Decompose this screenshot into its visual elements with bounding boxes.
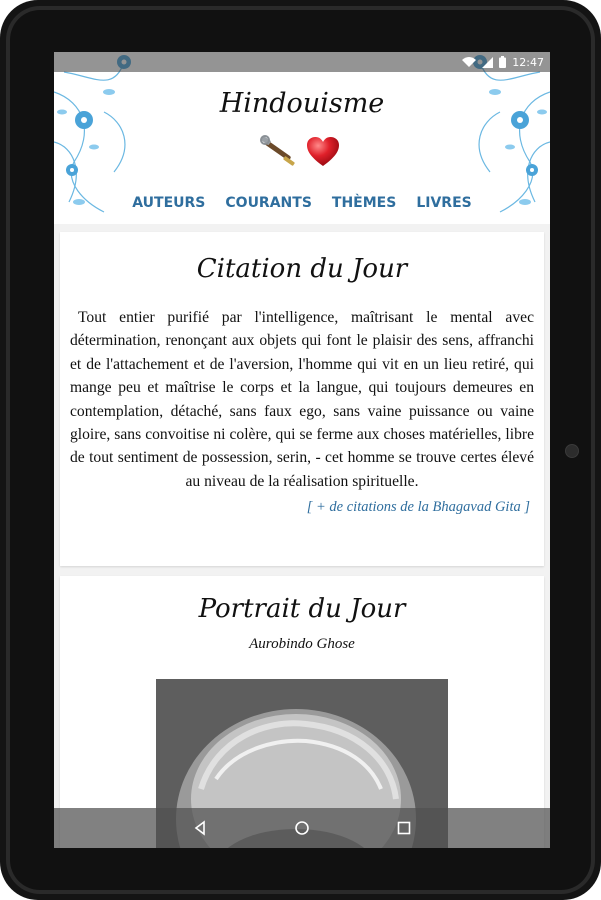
system-nav-bar — [54, 808, 550, 848]
more-citations-link[interactable]: [ + de citations de la Bhagavad Gita ] — [306, 499, 530, 516]
home-icon[interactable] — [294, 820, 310, 836]
citation-title: Citation du Jour — [196, 254, 408, 284]
favorites-heart-icon[interactable] — [306, 136, 340, 168]
app-header — [54, 52, 550, 224]
battery-icon — [499, 56, 506, 68]
status-bar — [54, 52, 550, 72]
portrait-name[interactable]: Aurobindo Ghose — [249, 636, 355, 652]
app-title: Hindouisme — [219, 88, 385, 119]
screen — [54, 52, 550, 848]
wifi-icon — [462, 57, 476, 68]
nav-courants[interactable]: COURANTS — [225, 195, 312, 211]
signal-icon — [482, 57, 493, 68]
citation-card — [60, 232, 544, 566]
category-nav — [54, 195, 550, 211]
nav-auteurs[interactable]: AUTEURS — [132, 195, 206, 211]
settings-tools-icon[interactable] — [259, 134, 297, 168]
citation-text: Tout entier purifié par l'intelligence, maîtrisant le mental avec détermination, renonçant aux objets qui font le plaisir des sens, affranchi et de l'attachement et de l'aversion, l'homme qui vit en un lieu retiré, qui mange peu et maîtrise le corps et la langue, qui toujours demeures en contemplation, détaché, sans faux ego, sans vaine puissance ou vaine gloire, sans convoitise ni colère, qui se ferme aux choses matérielles, libre de tout sentiment de possession, serin, - cet homme se trouve certes élevé au niveau de la réalisation spirituelle. — [70, 309, 534, 490]
camera-icon — [565, 444, 579, 458]
nav-themes[interactable]: THÈMES — [331, 195, 397, 211]
recents-icon[interactable] — [396, 820, 412, 836]
status-time: 12:47 — [512, 55, 544, 69]
back-icon[interactable] — [192, 820, 208, 836]
nav-livres[interactable]: LIVRES — [416, 195, 472, 211]
portrait-title: Portrait du Jour — [198, 594, 406, 624]
